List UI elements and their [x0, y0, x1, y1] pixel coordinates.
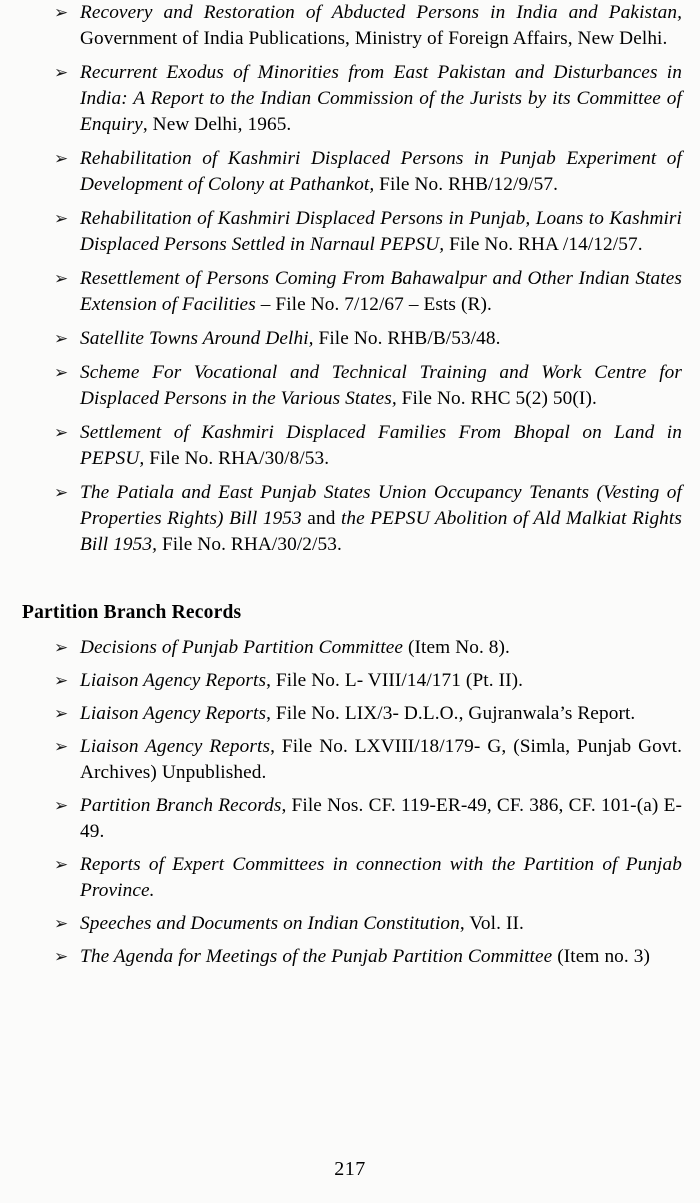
entry-title-italic: Reports of Expert Committees in connection with the Partition of Punjab Province.: [80, 854, 682, 901]
entry-text: [80, 701, 682, 727]
list-item: [0, 734, 700, 786]
arrow-bullet-icon: ➢: [54, 363, 69, 383]
entry-text: [80, 360, 682, 412]
arrow-bullet-icon: ➢: [54, 423, 69, 443]
list-item: [0, 326, 700, 352]
entry-text: [80, 206, 682, 258]
entry-detail-roman: File No. RHC 5(2) 50(I).: [396, 388, 597, 409]
entry-title-italic: Liaison Agency Reports: [80, 670, 267, 691]
entry-text: [80, 793, 682, 845]
entry-conjunction-roman: and: [301, 508, 341, 529]
bibliography-list-group-1: [0, 0, 700, 558]
entry-detail-roman: , File No. LIX/3- D.L.O., Gujranwala’s Report.: [266, 703, 636, 724]
entry-detail-roman: File No. RHB/B/53/48.: [313, 328, 501, 349]
arrow-bullet-icon: ➢: [54, 149, 69, 169]
entry-detail-roman: File No. RHA/30/2/53.: [157, 534, 342, 555]
list-item: [0, 0, 700, 52]
list-item: [0, 668, 700, 694]
entry-title-italic: Speeches and Documents on Indian Constitution: [80, 913, 460, 934]
spacer: [0, 566, 700, 600]
entry-text: [80, 146, 682, 198]
entry-title-italic: Decisions of Punjab Partition Committee: [80, 637, 404, 658]
list-item: [0, 146, 700, 198]
entry-detail-roman: , File No. LXVIII/18/179- G, (Simla, Punjab Govt. Archives) Unpublished.: [80, 736, 682, 783]
entry-title-italic: Settlement of Kashmiri Displaced Families From Bhopal on Land in PEPSU,: [80, 422, 682, 469]
entry-title-italic: The Agenda for Meetings of the Punjab Partition Committee: [80, 946, 553, 967]
entry-text: [80, 60, 682, 138]
entry-text: [80, 0, 682, 52]
entry-text: [80, 266, 682, 318]
arrow-bullet-icon: ➢: [54, 3, 69, 23]
entry-text: [80, 734, 682, 786]
spacer: [0, 626, 700, 635]
list-item: [0, 360, 700, 412]
list-item: [0, 701, 700, 727]
arrow-bullet-icon: ➢: [54, 483, 69, 503]
entry-detail-roman: , Vol. II.: [459, 913, 524, 934]
arrow-bullet-icon: ➢: [54, 796, 69, 816]
list-item: [0, 420, 700, 472]
entry-text: [80, 852, 682, 904]
entry-title-italic: Satellite Towns Around Delhi,: [80, 328, 314, 349]
entry-title-italic: Rehabilitation of Kashmiri Displaced Persons in Punjab Experiment of Development of Colony at Pathankot,: [80, 148, 682, 195]
arrow-bullet-icon: ➢: [54, 704, 69, 724]
entry-detail-roman: , New Delhi, 1965.: [142, 114, 292, 135]
entry-text: [80, 911, 682, 937]
arrow-bullet-icon: ➢: [54, 671, 69, 691]
entry-text: [80, 668, 682, 694]
page-number: 217: [334, 1158, 366, 1180]
list-item: [0, 852, 700, 904]
arrow-bullet-icon: ➢: [54, 947, 69, 967]
arrow-bullet-icon: ➢: [54, 63, 69, 83]
list-item: [0, 480, 700, 558]
entry-detail-roman: File No. RHA /14/12/57.: [444, 234, 643, 255]
list-item: [0, 793, 700, 845]
entry-detail-roman: Government of India Publications, Ministry of Foreign Affairs, New Delhi.: [80, 28, 668, 49]
entry-title-italic: The Patiala and East Punjab States Union Occupancy Tenants (Vesting of Properties Rights) Bill 1953: [80, 482, 682, 529]
entry-title-italic: Resettlement of Persons Coming From Bahawalpur and Other Indian States Extension of Facilities: [80, 268, 682, 315]
arrow-bullet-icon: ➢: [54, 209, 69, 229]
arrow-bullet-icon: ➢: [54, 855, 69, 875]
entry-text: [80, 944, 682, 970]
entry-detail-roman: File No. RHB/12/9/57.: [374, 174, 559, 195]
section-heading-partition-branch-records: Partition Branch Records: [22, 602, 242, 623]
entry-detail-roman: , File Nos. CF. 119-ER-49, CF. 386, CF. 101-(a) E-49.: [80, 795, 682, 842]
list-item: [0, 911, 700, 937]
entry-title-italic: Liaison Agency Reports: [80, 703, 267, 724]
arrow-bullet-icon: ➢: [54, 329, 69, 349]
list-item: [0, 60, 700, 138]
entry-title-italic: Recovery and Restoration of Abducted Persons in India and Pakistan,: [80, 2, 682, 23]
bibliography-list-group-2: [0, 635, 700, 970]
entry-detail-roman: File No. RHA/30/8/53.: [144, 448, 330, 469]
arrow-bullet-icon: ➢: [54, 914, 69, 934]
entry-detail-roman: , File No. L- VIII/14/171 (Pt. II).: [266, 670, 524, 691]
entry-text: [80, 635, 682, 661]
arrow-bullet-icon: ➢: [54, 638, 69, 658]
arrow-bullet-icon: ➢: [54, 737, 69, 757]
entry-detail-roman: (Item no. 3): [552, 946, 651, 967]
entry-title-italic: Scheme For Vocational and Technical Training and Work Centre for Displaced Persons in the Various States,: [80, 362, 682, 409]
entry-text: [80, 326, 682, 352]
entry-title-italic: Liaison Agency Reports: [80, 736, 271, 757]
entry-text: [80, 420, 682, 472]
arrow-bullet-icon: ➢: [54, 269, 69, 289]
entry-text: [80, 480, 682, 558]
list-item: [0, 206, 700, 258]
list-item: [0, 635, 700, 661]
list-item: [0, 944, 700, 970]
entry-title-italic: Recurrent Exodus of Minorities from East Pakistan and Disturbances in India: A Report to the Indian Commission of the Jurists by its Committee of Enquiry: [80, 62, 682, 135]
entry-detail-roman: – File No. 7/12/67 – Ests (R).: [255, 294, 492, 315]
entry-title-italic-2: the PEPSU Abolition of Ald Malkiat Rights Bill 1953,: [80, 508, 682, 555]
entry-title-italic: Partition Branch Records: [80, 795, 282, 816]
list-item: [0, 266, 700, 318]
entry-title-italic: Rehabilitation of Kashmiri Displaced Persons in Punjab, Loans to Kashmiri Displaced Persons Settled in Narnaul PEPSU,: [80, 208, 682, 255]
entry-detail-roman: (Item No. 8).: [403, 637, 510, 658]
